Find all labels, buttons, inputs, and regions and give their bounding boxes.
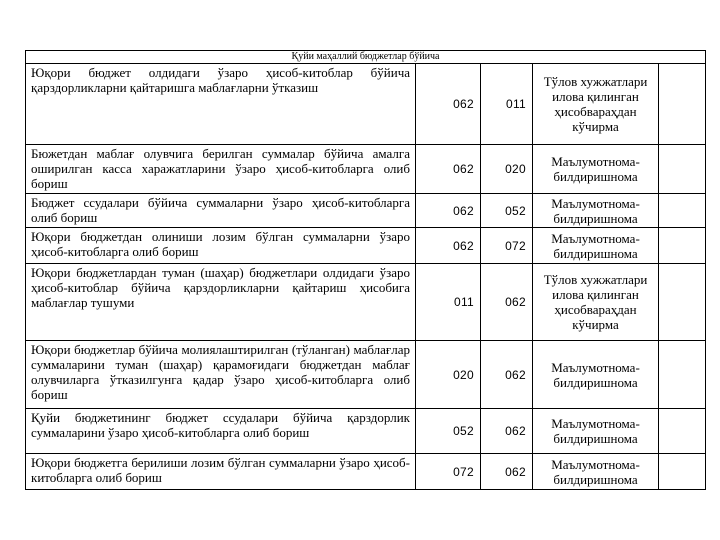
credit-account-code: 011 [481,64,533,145]
credit-account-code: 020 [481,145,533,194]
empty-cell [659,341,706,409]
empty-cell [659,194,706,228]
debit-account-code: 062 [416,64,481,145]
credit-account-code: 062 [481,454,533,490]
entry-description: Юқори бюджетга берилиши лозим бўлган суммаларни ўзаро ҳисоб-китобларга олиб бориш [26,454,416,490]
table-row [26,409,706,454]
credit-account-code: 062 [481,264,533,341]
debit-account-code: 011 [416,264,481,341]
empty-cell [659,228,706,264]
supporting-document: Маълумотнома-билдиришнома [533,145,659,194]
supporting-document: Маълумотнома-билдиришнома [533,409,659,454]
supporting-document: Маълумотнома-билдиришнома [533,228,659,264]
debit-account-code: 062 [416,145,481,194]
document-page [25,50,705,490]
entry-description: Бюджет ссудалари бўйича суммаларни ўзаро ҳисоб-китобларга олиб бориш [26,194,416,228]
credit-account-code: 052 [481,194,533,228]
entry-description: Юқори бюджет олдидаги ўзаро ҳисоб-китоблар бўйича қарздорликларни қайтаришга маблағларни ўтказиш [26,64,416,145]
supporting-document: Маълумотнома-билдиришнома [533,194,659,228]
empty-cell [659,264,706,341]
table-row [26,341,706,409]
debit-account-code: 062 [416,194,481,228]
entry-description: Қуйи бюджетининг бюджет ссудалари бўйича қарздорлик суммаларини ўзаро ҳисоб-китобларга олиб бориш [26,409,416,454]
credit-account-code: 062 [481,341,533,409]
supporting-document: Маълумотнома-билдиришнома [533,454,659,490]
credit-account-code: 072 [481,228,533,264]
supporting-document: Маълумотнома-билдиришнома [533,341,659,409]
supporting-document: Тўлов хужжатлари илова қилинган ҳисобвараҳдан кўчирма [533,64,659,145]
debit-account-code: 052 [416,409,481,454]
table-row [26,145,706,194]
empty-cell [659,64,706,145]
credit-account-code: 062 [481,409,533,454]
table-body [26,64,706,490]
accounting-entries-table [25,50,706,490]
supporting-document: Тўлов хужжатлари илова қилинган ҳисобвараҳдан кўчирма [533,264,659,341]
table-row [26,64,706,145]
empty-cell [659,409,706,454]
debit-account-code: 020 [416,341,481,409]
table-title: Қуйи маҳаллий бюджетлар бўйича [26,51,706,64]
table-row [26,228,706,264]
entry-description: Юқори бюджетлардан туман (шаҳар) бюджетлари олдидаги ўзаро ҳисоб-китоблар бўйича қарздорликларни қайтариш ҳисобига маблағлар тушуми [26,264,416,341]
debit-account-code: 072 [416,454,481,490]
empty-cell [659,454,706,490]
empty-cell [659,145,706,194]
entry-description: Бюжетдан маблағ олувчига берилган суммалар бўйича амалга оширилган касса харажатларини ўзаро ҳисоб-китобларга олиб бориш [26,145,416,194]
entry-description: Юқори бюджетлар бўйича молиялаштирилган (тўланган) маблағлар суммаларини туман (шаҳар) қарамоғидаги бюджетдан маблағ олувчиларга ўтказилгунга қадар ўзаро ҳисоб-китобларга олиб бориш [26,341,416,409]
table-row [26,264,706,341]
table-row [26,454,706,490]
table-row [26,194,706,228]
entry-description: Юқори бюджетдан олиниши лозим бўлган суммаларни ўзаро ҳисоб-китобларга олиб бориш [26,228,416,264]
debit-account-code: 062 [416,228,481,264]
